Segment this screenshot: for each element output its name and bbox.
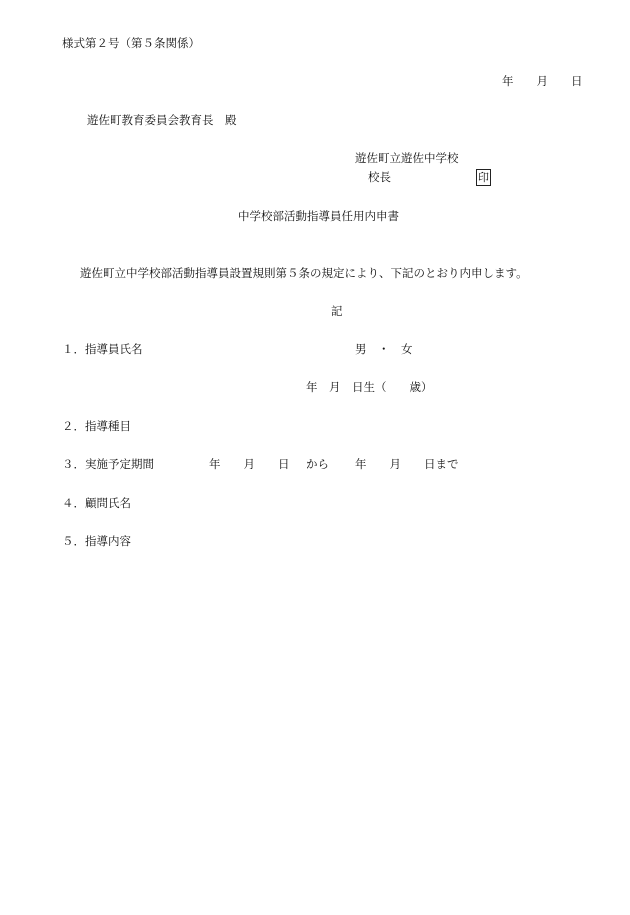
school-name: 遊佐町立遊佐中学校	[355, 151, 459, 165]
body-text: 遊佐町立中学校部活動指導員設置規則第５条の規定により、下記のとおり内申します。	[80, 266, 528, 280]
item-type-label: ２．指導種目	[62, 419, 131, 433]
birth-date: 年 月 日生（ 歳）	[306, 380, 433, 394]
document-title: 中学校部活動指導員任用内申書	[238, 209, 399, 223]
seal-mark: 印	[478, 171, 489, 184]
ki-heading: 記	[331, 304, 343, 318]
period-from: から	[306, 457, 329, 471]
form-number: 様式第２号（第５条関係）	[62, 36, 200, 50]
item-name-label: １．指導員氏名	[62, 342, 143, 356]
item-period-label: ３．実施予定期間	[62, 457, 154, 471]
principal-title: 校長	[368, 170, 391, 184]
date-line: 年 月 日	[502, 74, 583, 88]
item-content-label: ５．指導内容	[62, 534, 131, 548]
item-advisor-label: ４．顧問氏名	[62, 496, 131, 510]
sex-options: 男 ・ 女	[355, 342, 413, 356]
period-end: 年 月 日まで	[355, 457, 459, 471]
addressee: 遊佐町教育委員会教育長 殿	[87, 113, 237, 127]
period-start: 年 月 日	[209, 457, 290, 471]
